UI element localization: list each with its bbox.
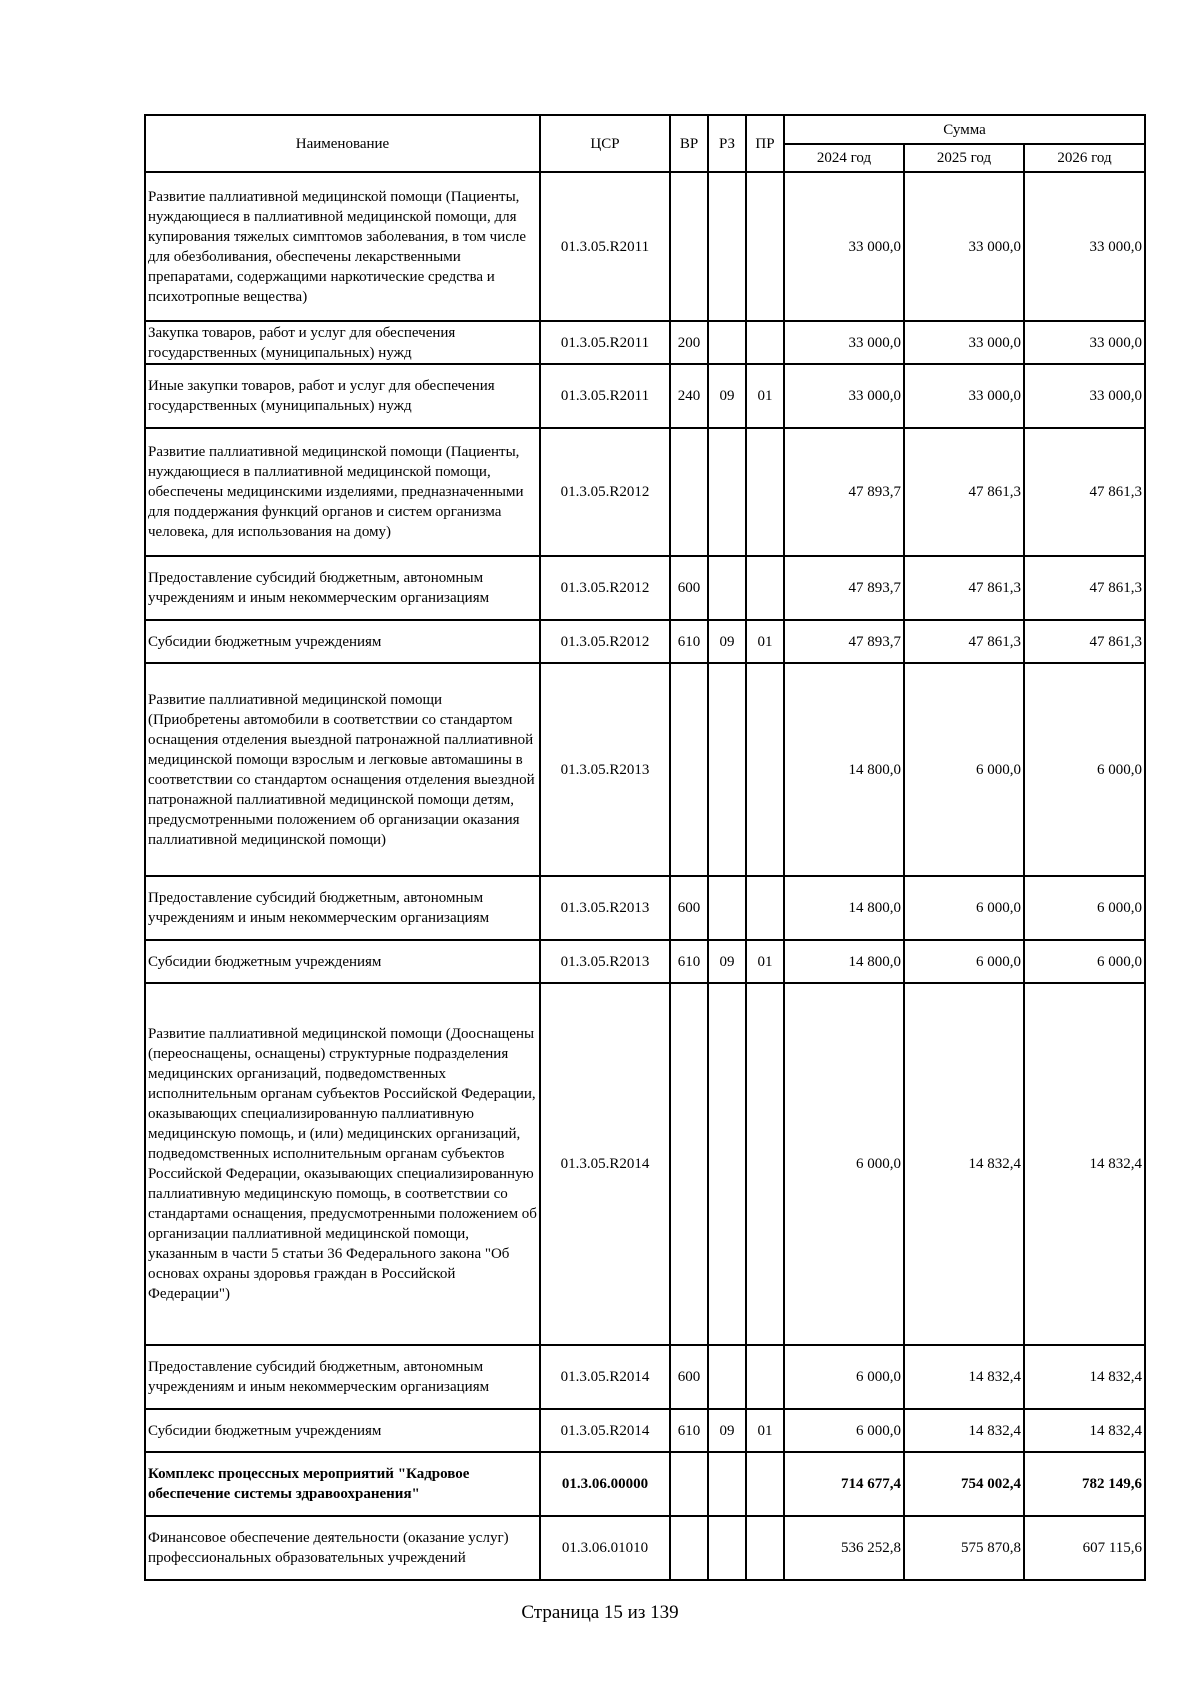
cell-csr: 01.3.06.00000 (540, 1452, 670, 1516)
cell-name: Субсидии бюджетным учреждениям (145, 1409, 540, 1452)
cell-vr (670, 663, 708, 876)
cell-pr: 01 (746, 620, 784, 663)
cell-csr: 01.3.05.R2012 (540, 556, 670, 620)
cell-rz: 09 (708, 620, 746, 663)
col-header-rz: РЗ (708, 115, 746, 172)
cell-vr (670, 983, 708, 1345)
cell-vr: 240 (670, 364, 708, 428)
cell-vr (670, 1452, 708, 1516)
cell-csr: 01.3.05.R2011 (540, 364, 670, 428)
table-row (145, 663, 1145, 876)
cell-sum-2025: 47 861,3 (904, 620, 1024, 663)
cell-pr: 01 (746, 364, 784, 428)
cell-name: Предоставление субсидий бюджетным, автономным учреждениям и иным некоммерческим организациям (145, 1345, 540, 1409)
cell-sum-2026: 33 000,0 (1024, 172, 1145, 321)
cell-vr (670, 428, 708, 556)
cell-sum-2025: 47 861,3 (904, 428, 1024, 556)
cell-vr (670, 172, 708, 321)
cell-csr: 01.3.05.R2013 (540, 663, 670, 876)
cell-csr: 01.3.05.R2011 (540, 321, 670, 364)
cell-sum-2026: 14 832,4 (1024, 1409, 1145, 1452)
cell-vr: 610 (670, 940, 708, 983)
cell-rz (708, 1345, 746, 1409)
cell-sum-2024: 14 800,0 (784, 663, 904, 876)
col-header-2026: 2026 год (1024, 144, 1145, 172)
col-header-2025: 2025 год (904, 144, 1024, 172)
cell-name: Развитие паллиативной медицинской помощи (Пациенты, нуждающиеся в паллиативной медицинской помощи, для купирования тяжелых симптомов заболевания, в том числе для обезболивания, обеспечены лекарственными препаратами, содержащими наркотические средства и психотропные вещества) (145, 172, 540, 321)
cell-csr: 01.3.05.R2014 (540, 1345, 670, 1409)
cell-pr (746, 428, 784, 556)
cell-csr: 01.3.05.R2012 (540, 620, 670, 663)
cell-pr (746, 876, 784, 940)
table-row (145, 940, 1145, 983)
cell-rz (708, 428, 746, 556)
cell-sum-2024: 6 000,0 (784, 983, 904, 1345)
table-row (145, 364, 1145, 428)
table-row (145, 620, 1145, 663)
cell-sum-2024: 536 252,8 (784, 1516, 904, 1580)
cell-rz (708, 1452, 746, 1516)
cell-sum-2025: 33 000,0 (904, 172, 1024, 321)
cell-rz: 09 (708, 940, 746, 983)
cell-sum-2026: 14 832,4 (1024, 1345, 1145, 1409)
table-row (145, 321, 1145, 364)
cell-sum-2024: 14 800,0 (784, 876, 904, 940)
cell-pr (746, 321, 784, 364)
cell-vr: 600 (670, 556, 708, 620)
cell-csr: 01.3.05.R2012 (540, 428, 670, 556)
cell-sum-2026: 6 000,0 (1024, 876, 1145, 940)
cell-csr: 01.3.05.R2013 (540, 940, 670, 983)
cell-sum-2024: 6 000,0 (784, 1409, 904, 1452)
cell-pr: 01 (746, 940, 784, 983)
cell-vr: 610 (670, 1409, 708, 1452)
cell-sum-2024: 6 000,0 (784, 1345, 904, 1409)
cell-vr (670, 1516, 708, 1580)
cell-sum-2026: 47 861,3 (1024, 428, 1145, 556)
table-row (145, 556, 1145, 620)
cell-sum-2025: 33 000,0 (904, 364, 1024, 428)
table-row (145, 876, 1145, 940)
table-row (145, 1345, 1145, 1409)
cell-rz: 09 (708, 1409, 746, 1452)
cell-rz (708, 1516, 746, 1580)
cell-sum-2026: 782 149,6 (1024, 1452, 1145, 1516)
cell-sum-2025: 575 870,8 (904, 1516, 1024, 1580)
cell-csr: 01.3.05.R2013 (540, 876, 670, 940)
cell-csr: 01.3.06.01010 (540, 1516, 670, 1580)
cell-pr (746, 172, 784, 321)
cell-sum-2026: 47 861,3 (1024, 620, 1145, 663)
cell-pr (746, 1516, 784, 1580)
cell-rz (708, 983, 746, 1345)
cell-name: Развитие паллиативной медицинской помощи (Пациенты, нуждающиеся в паллиативной медицинской помощи, обеспечены медицинскими изделиями, предназначенными для поддержания функций органов и систем организма человека, для использования на дому) (145, 428, 540, 556)
cell-sum-2024: 14 800,0 (784, 940, 904, 983)
cell-pr (746, 1452, 784, 1516)
col-header-vr: ВР (670, 115, 708, 172)
cell-pr (746, 556, 784, 620)
cell-name: Комплекс процессных мероприятий "Кадровое обеспечение системы здравоохранения" (145, 1452, 540, 1516)
cell-rz (708, 876, 746, 940)
cell-sum-2026: 47 861,3 (1024, 556, 1145, 620)
cell-rz (708, 556, 746, 620)
cell-sum-2025: 6 000,0 (904, 940, 1024, 983)
cell-name: Субсидии бюджетным учреждениям (145, 940, 540, 983)
cell-sum-2025: 47 861,3 (904, 556, 1024, 620)
table-row (145, 1516, 1145, 1580)
table-row (145, 172, 1145, 321)
cell-sum-2026: 6 000,0 (1024, 663, 1145, 876)
cell-sum-2024: 33 000,0 (784, 321, 904, 364)
col-header-pr: ПР (746, 115, 784, 172)
cell-sum-2025: 14 832,4 (904, 1345, 1024, 1409)
cell-sum-2025: 6 000,0 (904, 876, 1024, 940)
cell-name: Предоставление субсидий бюджетным, автономным учреждениям и иным некоммерческим организациям (145, 556, 540, 620)
cell-pr (746, 983, 784, 1345)
cell-rz (708, 663, 746, 876)
cell-csr: 01.3.05.R2011 (540, 172, 670, 321)
cell-sum-2024: 47 893,7 (784, 556, 904, 620)
cell-name: Развитие паллиативной медицинской помощи (Дооснащены (переоснащены, оснащены) структурные подразделения медицинских организаций, подведомственных исполнительным органам субъектов Российской Федерации, оказывающих специализированную паллиативную медицинскую помощь, и (или) медицинских организаций, подведомственных исполнительным органам субъектов Российской Федерации, оказывающих специализированную паллиативную медицинскую помощь, в соответствии со стандартами оснащения, предусмотренными положением об организации паллиативной медицинской помощи, указанным в части 5 статьи 36 Федерального закона "Об основах охраны здоровья граждан в Российской Федерации") (145, 983, 540, 1345)
cell-csr: 01.3.05.R2014 (540, 1409, 670, 1452)
header-row-top (145, 115, 1145, 144)
cell-csr: 01.3.05.R2014 (540, 983, 670, 1345)
col-header-sum: Сумма (784, 115, 1145, 144)
cell-name: Субсидии бюджетным учреждениям (145, 620, 540, 663)
cell-sum-2026: 607 115,6 (1024, 1516, 1145, 1580)
cell-sum-2025: 6 000,0 (904, 663, 1024, 876)
cell-pr (746, 1345, 784, 1409)
cell-sum-2024: 33 000,0 (784, 172, 904, 321)
cell-name: Развитие паллиативной медицинской помощи (Приобретены автомобили в соответствии со стандартом оснащения отделения выездной патронажной паллиативной медицинской помощи взрослым и легковые автомашины в соответствии со стандартом оснащения отделения выездной патронажной паллиативной медицинской помощи детям, предусмотренными положением об организации оказания паллиативной медицинской помощи) (145, 663, 540, 876)
table-row (145, 428, 1145, 556)
cell-sum-2024: 33 000,0 (784, 364, 904, 428)
cell-name: Предоставление субсидий бюджетным, автономным учреждениям и иным некоммерческим организациям (145, 876, 540, 940)
page-number: Страница 15 из 139 (521, 1602, 679, 1623)
cell-rz (708, 321, 746, 364)
cell-sum-2024: 47 893,7 (784, 620, 904, 663)
cell-vr: 200 (670, 321, 708, 364)
cell-vr: 600 (670, 1345, 708, 1409)
cell-name: Иные закупки товаров, работ и услуг для обеспечения государственных (муниципальных) нужд (145, 364, 540, 428)
budget-table (144, 114, 1146, 1581)
table-row (145, 1409, 1145, 1452)
cell-rz (708, 172, 746, 321)
col-header-2024: 2024 год (784, 144, 904, 172)
cell-pr (746, 663, 784, 876)
cell-sum-2026: 33 000,0 (1024, 321, 1145, 364)
cell-vr: 610 (670, 620, 708, 663)
cell-rz: 09 (708, 364, 746, 428)
col-header-name: Наименование (145, 115, 540, 172)
cell-name: Финансовое обеспечение деятельности (оказание услуг) профессиональных образовательных учреждений (145, 1516, 540, 1580)
col-header-csr: ЦСР (540, 115, 670, 172)
cell-sum-2025: 754 002,4 (904, 1452, 1024, 1516)
cell-sum-2026: 14 832,4 (1024, 983, 1145, 1345)
cell-sum-2025: 14 832,4 (904, 983, 1024, 1345)
cell-sum-2024: 47 893,7 (784, 428, 904, 556)
cell-name: Закупка товаров, работ и услуг для обеспечения государственных (муниципальных) нужд (145, 321, 540, 364)
table-row (145, 983, 1145, 1345)
cell-vr: 600 (670, 876, 708, 940)
cell-sum-2025: 14 832,4 (904, 1409, 1024, 1452)
cell-pr: 01 (746, 1409, 784, 1452)
cell-sum-2024: 714 677,4 (784, 1452, 904, 1516)
cell-sum-2025: 33 000,0 (904, 321, 1024, 364)
table-row (145, 1452, 1145, 1516)
cell-sum-2026: 6 000,0 (1024, 940, 1145, 983)
cell-sum-2026: 33 000,0 (1024, 364, 1145, 428)
